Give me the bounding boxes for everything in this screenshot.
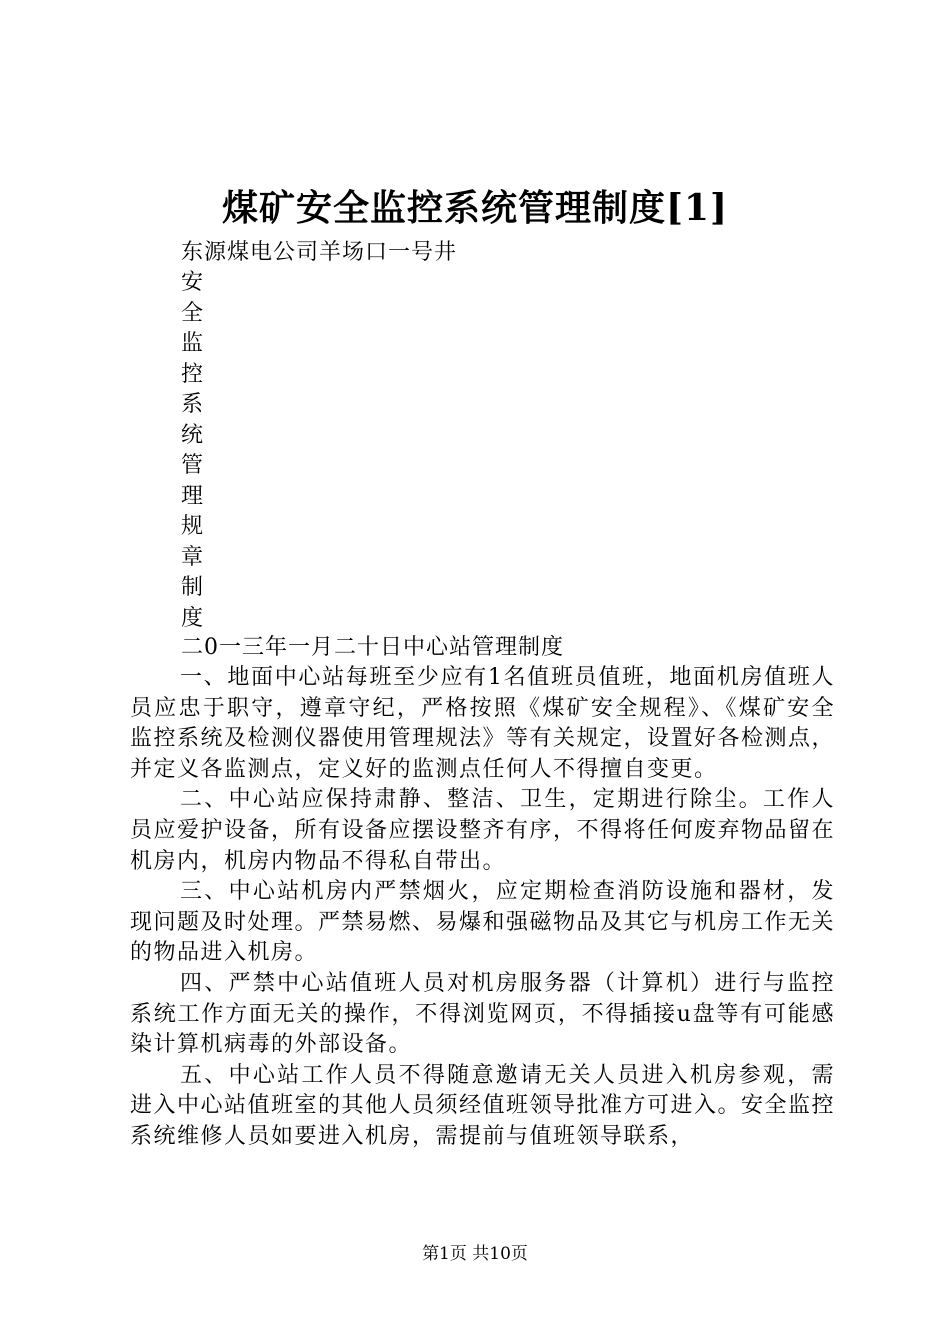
- vertical-char: 理: [181, 483, 204, 509]
- vertical-char: 度: [181, 605, 204, 631]
- document-title: 煤矿安全监控系统管理制度[1]: [221, 187, 729, 229]
- vertical-char: 规: [181, 514, 204, 539]
- vertical-char: 系: [181, 392, 204, 417]
- paragraph: 四、严禁中心站值班人员对机房服务器（计算机）进行与监控系统工作方面无关的操作，不得浏览网页，不得插接u盘等有可能感染计算机病毒的外部设备。: [130, 970, 835, 1058]
- vertical-char: 全: [181, 300, 204, 326]
- company-name: 东源煤电公司羊场口一号井: [181, 240, 458, 265]
- paragraph: 五、中心站工作人员不得随意邀请无关人员进入机房参观，需进入中心站值班室的其他人员须经值班领导批准方可进入。安全监控系统维修人员如要进入机房，需提前与值班领导联系，: [130, 1062, 836, 1149]
- paragraph: 二、中心站应保持肃静、整洁、卫生，定期进行除尘。工作人员应爱护设备，所有设备应摆设整齐有序，不得将任何废弃物品留在机房内，机房内物品不得私自带出。: [130, 787, 836, 874]
- date-line: 二0一三年一月二十日中心站管理制度: [181, 635, 564, 660]
- vertical-char: 章: [181, 544, 204, 570]
- paragraph: 三、中心站机房内严禁烟火，应定期检查消防设施和器材，发现问题及时处理。严禁易燃、易爆和强磁物品及其它与机房工作无关的物品进入机房。: [130, 879, 836, 966]
- document-body: [130, 663, 835, 1153]
- vertical-char: 控: [181, 361, 204, 387]
- paragraph: 一、地面中心站每班至少应有1名值班员值班，地面机房值班人员应忠于职守，遵章守纪，严格按照《煤矿安全规程》、《煤矿安全监控系统及检测仪器使用管理规法》等有关规定，设置好各检测点，并定义各监测点，定义好的监测点任何人不得擅自变更。: [130, 665, 836, 782]
- vertical-subtitle: [181, 268, 211, 634]
- page-footer: 第1页 共10页: [422, 1244, 528, 1264]
- vertical-char: 安: [181, 270, 204, 295]
- vertical-char: 统: [181, 422, 204, 448]
- vertical-char: 制: [181, 575, 204, 600]
- vertical-char: 监: [181, 331, 204, 356]
- vertical-char: 管: [181, 453, 204, 478]
